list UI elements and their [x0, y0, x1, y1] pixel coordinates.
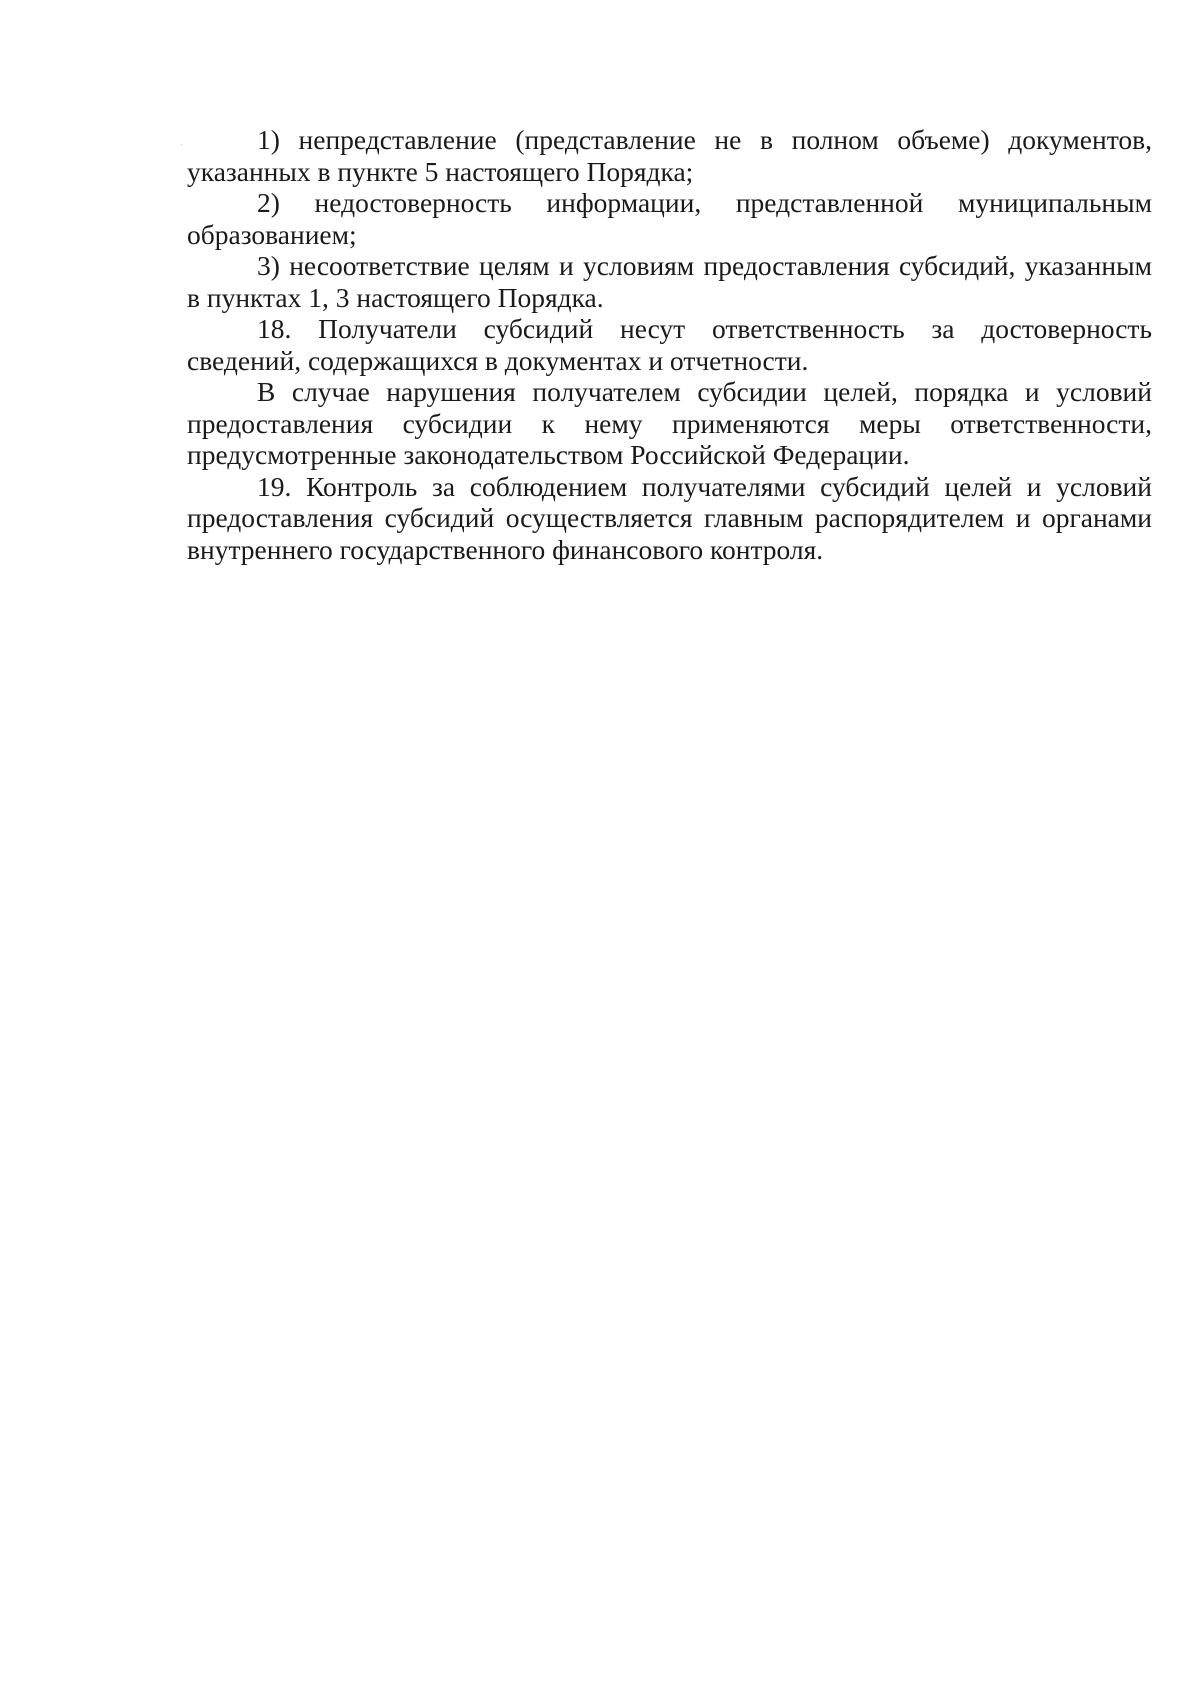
scan-artifact [181, 144, 182, 145]
paragraph-item-1: 1) непредставление (представление не в полном объеме) документов, указанных в пункте 5 настоящего Порядка; [187, 124, 1152, 187]
paragraph-item-2: 2) недостоверность информации, представленной муниципальным образованием; [187, 187, 1152, 250]
paragraph-liability: В случае нарушения получателем субсидии целей, порядка и условий предоставления субсидии к нему применяются меры ответственности, предусмотренные законодательством Российской Федерации. [187, 376, 1152, 470]
paragraph-clause-19: 19. Контроль за соблюдением получателями субсидий целей и условий предоставления субсидий осуществляется главным распорядителем и органами внутреннего государственного финансового контроля. [187, 470, 1152, 565]
paragraph-clause-18: 18. Получатели субсидий несут ответственность за достоверность сведений, содержащихся в документах и отчетности. [187, 313, 1152, 376]
document-body [187, 124, 1152, 565]
paragraph-item-3: 3) несоответствие целям и условиям предоставления субсидий, указанным в пунктах 1, 3 настоящего Порядка. [187, 250, 1152, 313]
